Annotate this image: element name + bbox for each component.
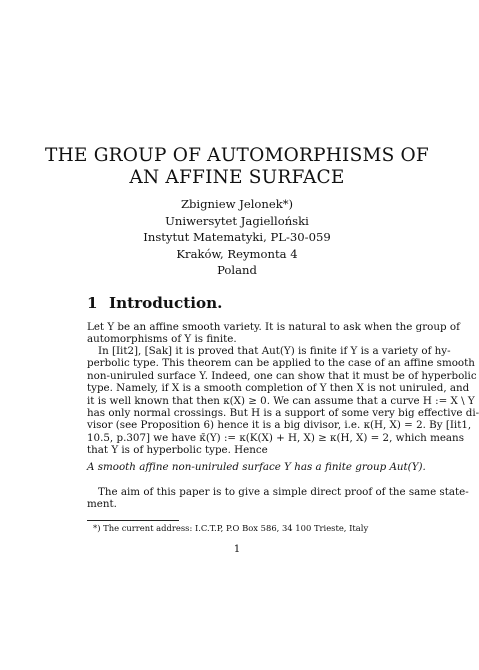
text-line: it is well known that then κ(X) ≥ 0. We can assume that a curve H := X \ Y (87, 394, 475, 407)
text-line: ment. (87, 498, 117, 511)
paper-title (40, 145, 434, 189)
text-line: perbolic type. This theorem can be applied to the case of an affine smooth (87, 357, 475, 370)
text-line: Let Y be an affine smooth variety. It is natural to ask when the group of (87, 321, 460, 333)
section-number: 1 (87, 294, 98, 312)
paragraph-1 (87, 321, 460, 346)
section-title: Introduction. (109, 294, 223, 312)
text-line: automorphisms of Y is finite. (87, 333, 237, 346)
author-block (40, 196, 434, 279)
text-line: In [Iit2], [Sak] it is proved that Aut(Y) is finite if Y is a variety of hy- (98, 345, 451, 357)
title-line-2: AN AFFINE SURFACE (129, 167, 345, 188)
author-institute: Instytut Matematyki, PL-30-059 (143, 230, 331, 244)
paragraph-2 (87, 345, 479, 457)
footnote: *) The current address: I.C.T.P, P.O Box 586, 34 100 Trieste, Italy (93, 523, 369, 533)
paragraph-3 (87, 486, 469, 511)
text-line: that Y is of hyperbolic type. Hence (87, 444, 268, 457)
text-line: The aim of this paper is to give a simple direct proof of the same state- (98, 486, 469, 498)
footnote-rule (87, 520, 179, 521)
text-line: type. Namely, if X is a smooth completion of Y then X is not uniruled, and (87, 382, 470, 395)
author-name: Zbigniew Jelonek*) (180, 197, 294, 211)
text-line: visor (see Proposition 6) hence it is a big divisor, i.e. κ(H, X) = 2. By [Iit1, (87, 419, 472, 432)
author-city: Kraków, Reymonta 4 (176, 246, 298, 261)
theorem-statement: A smooth affine non-uniruled surface Y has a finite group Aut(Y). (87, 461, 426, 473)
section-heading (87, 294, 222, 312)
text-line: 10.5, p.307] we have κ̄(Y) := κ(K(X) + H, X) ≥ κ(H, X) = 2, which means (87, 431, 464, 444)
text-line: has only normal crossings. But H is a support of some very big effective di- (87, 407, 479, 420)
text-line: non-uniruled surface Y. Indeed, one can show that it must be of hyperbolic (87, 369, 477, 382)
page-number: 1 (233, 543, 241, 555)
author-country: Poland (217, 263, 257, 277)
title-line-1: THE GROUP OF AUTOMORPHISMS OF (45, 145, 429, 166)
author-university: Uniwersytet Jagielloński (165, 213, 309, 228)
